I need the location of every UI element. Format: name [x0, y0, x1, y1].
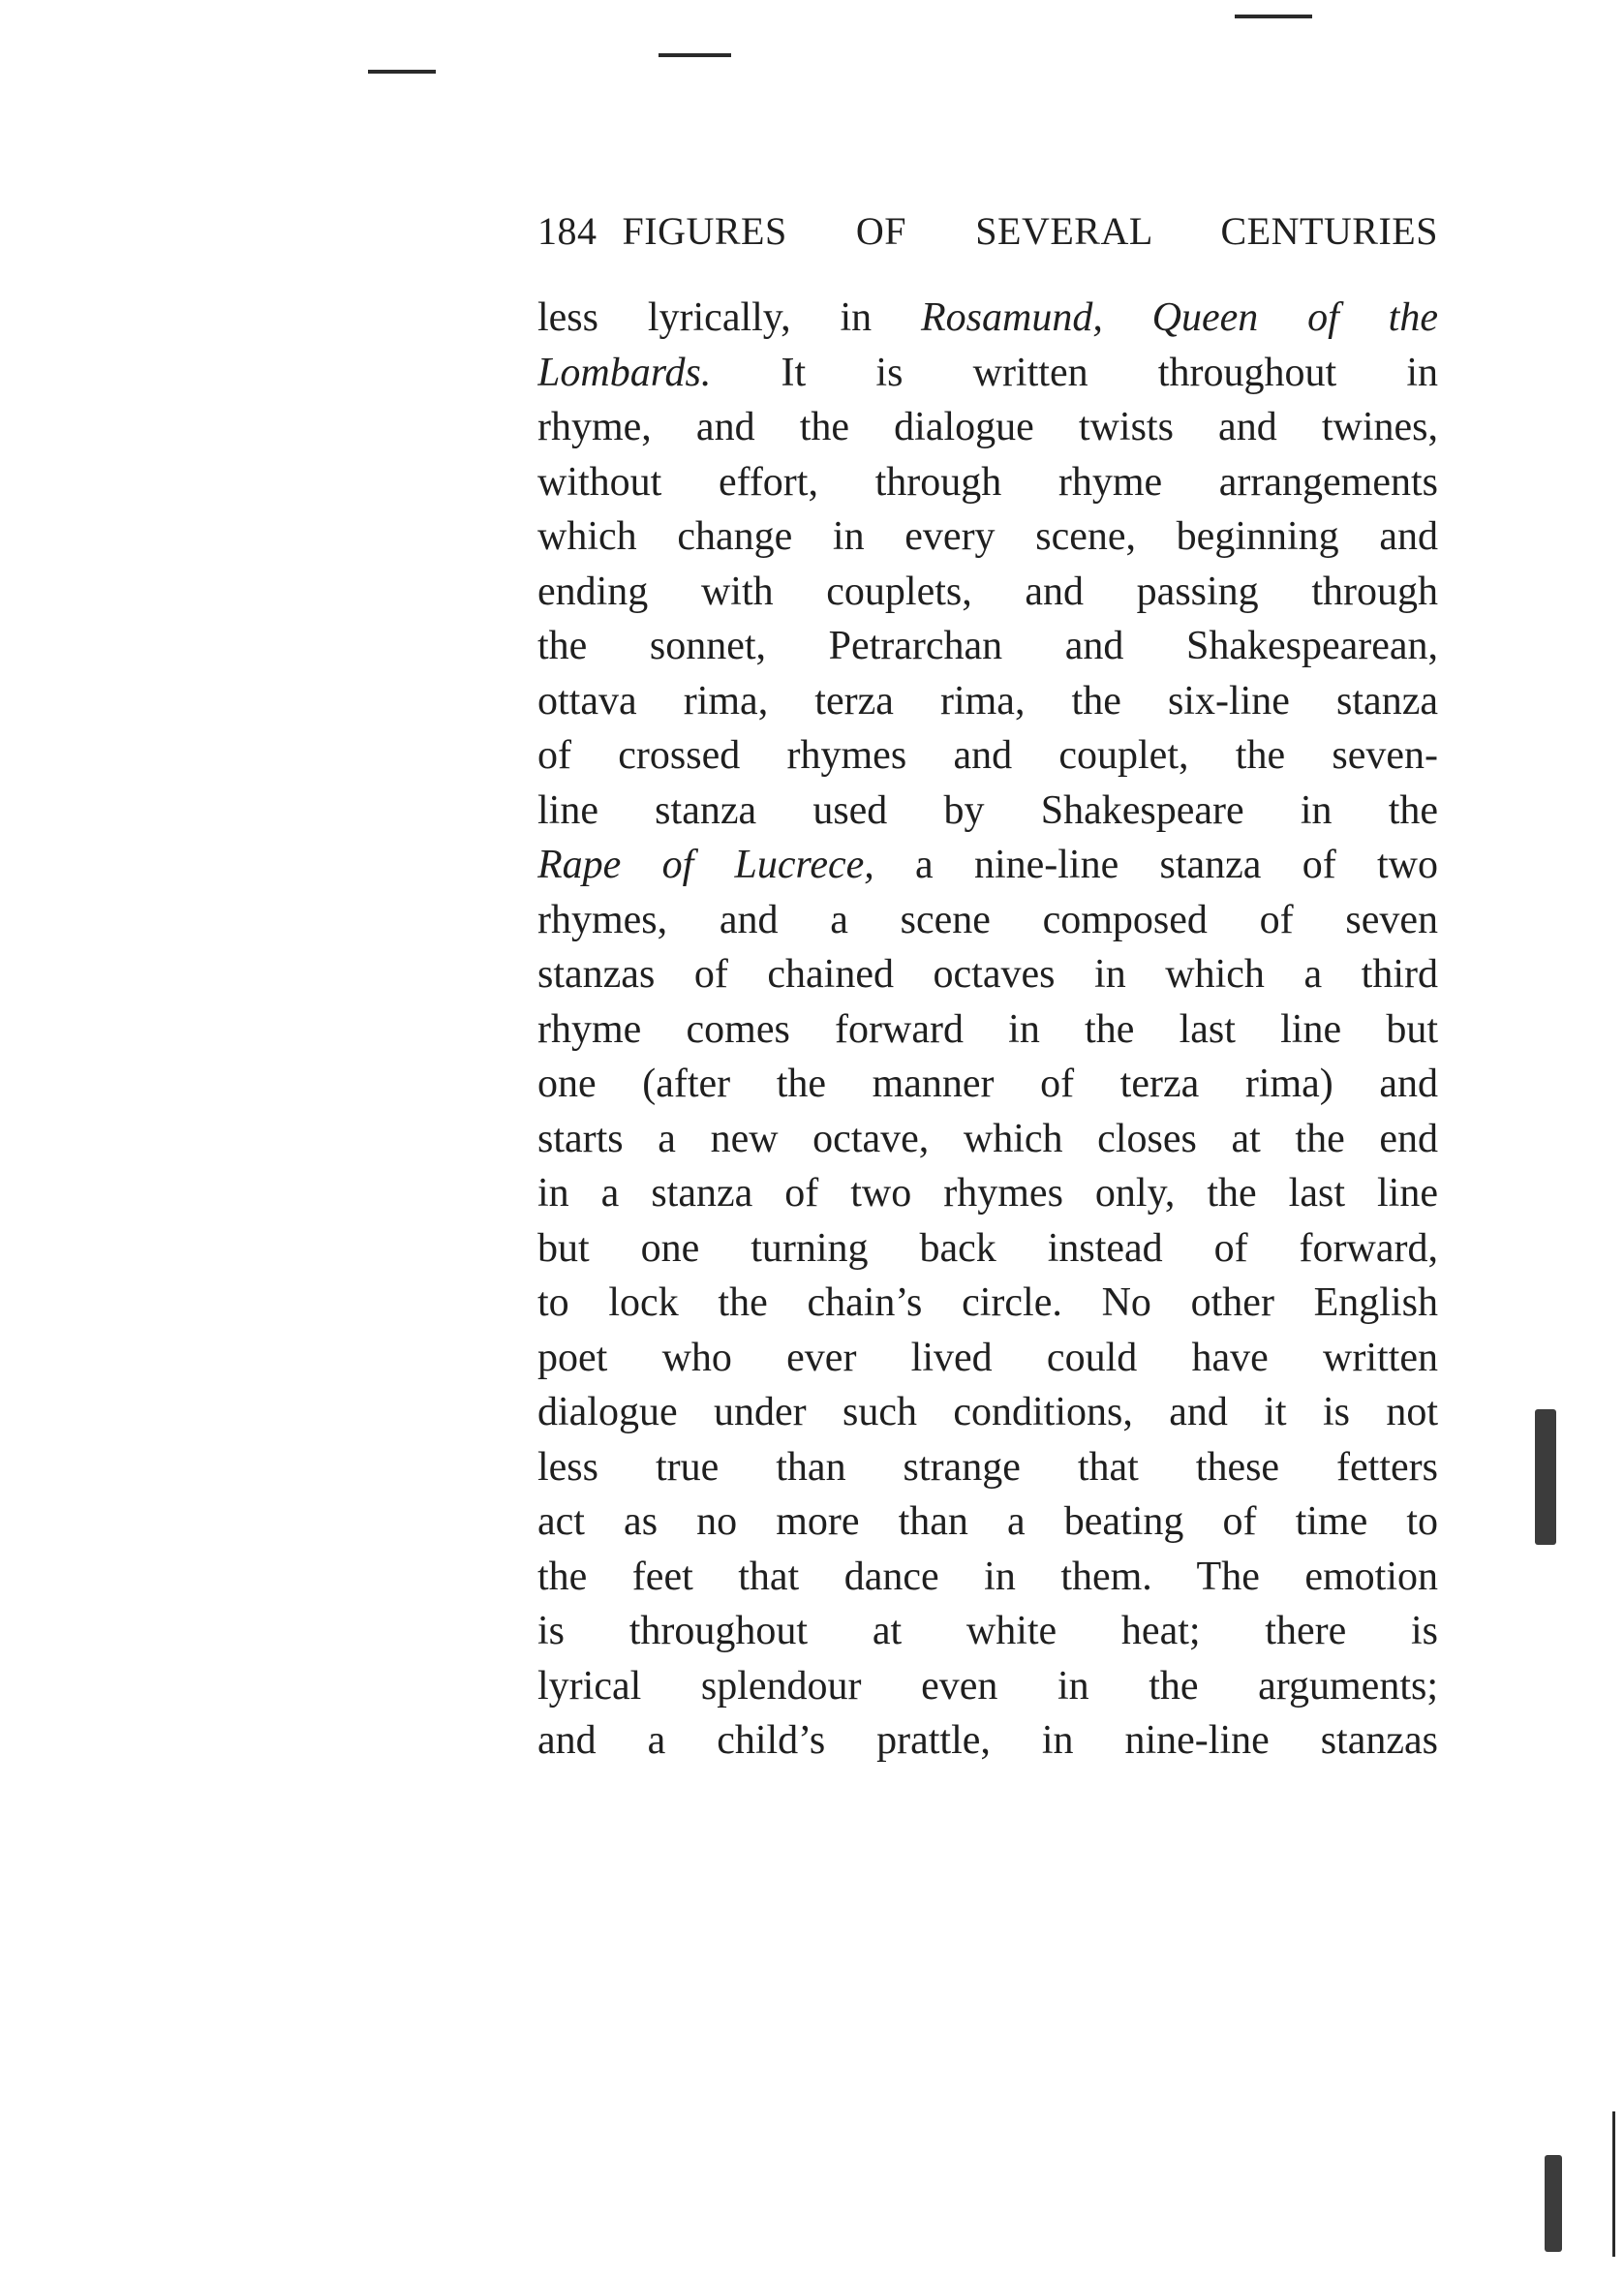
- text-line: [537, 346, 1438, 401]
- page-number: 184: [537, 209, 598, 253]
- text-line: [537, 784, 1438, 839]
- text-line: [537, 509, 1438, 565]
- text-run: less lyrically, in: [537, 295, 921, 340]
- text-run: stanzas of chained octaves in which a third: [537, 952, 1438, 997]
- italic-title: Rosamund, Queen of the: [920, 295, 1438, 340]
- running-head: [537, 208, 1438, 262]
- text-run: ending with couplets, and passing through: [537, 569, 1438, 614]
- text-line: [537, 1112, 1438, 1167]
- text-line: [537, 1494, 1438, 1550]
- text-line: [537, 838, 1438, 893]
- text-line: [537, 565, 1438, 620]
- text-line: [537, 1385, 1438, 1440]
- text-line: [537, 1221, 1438, 1277]
- running-title: FIGURES OF SEVERAL CENTURIES: [622, 209, 1438, 253]
- text-run: is throughout at white heat; there is: [537, 1609, 1438, 1653]
- text-run: but one turning back instead of forward,: [537, 1225, 1438, 1271]
- text-run: the feet that dance in them. The emotion: [537, 1554, 1438, 1599]
- text-run: a nine-line stanza of two: [873, 843, 1438, 887]
- scan-edge-mark: [1535, 1409, 1556, 1545]
- text-run: line stanza used by Shakespeare in the: [537, 787, 1438, 833]
- text-run: the sonnet, Petrarchan and Shakespearean,: [537, 624, 1438, 668]
- text-run: without effort, through rhyme arrangements: [537, 459, 1438, 505]
- text-run: to lock the chain’s circle. No other English: [537, 1280, 1438, 1325]
- text-line: [537, 1440, 1438, 1495]
- text-line: [537, 400, 1438, 455]
- italic-title: Lombards.: [537, 350, 712, 395]
- text-line: [537, 1550, 1438, 1605]
- text-line: [537, 893, 1438, 948]
- text-line: [537, 728, 1438, 784]
- text-run: It is written throughout in: [711, 350, 1438, 395]
- scan-edge-mark: [1545, 2155, 1562, 2252]
- text-run: less true than strange that these fetters: [537, 1444, 1438, 1490]
- text-line: [537, 1057, 1438, 1112]
- text-run: rhymes, and a scene composed of seven: [537, 897, 1438, 942]
- text-run: lyrical splendour even in the arguments;: [537, 1663, 1438, 1709]
- text-run: starts a new octave, which closes at the end: [537, 1116, 1438, 1161]
- text-line: [537, 1713, 1438, 1769]
- text-run: act as no more than a beating of time to: [537, 1499, 1438, 1544]
- text-run: and a child’s prattle, in nine-line stanzas: [537, 1718, 1438, 1763]
- scan-artifact: [659, 53, 731, 57]
- text-line: [537, 1002, 1438, 1058]
- text-run: rhyme comes forward in the last line but: [537, 1006, 1438, 1052]
- text-line: [537, 291, 1438, 346]
- text-run: of crossed rhymes and couplet, the seven-: [537, 733, 1438, 778]
- text-run: poet who ever lived could have written: [537, 1335, 1438, 1380]
- text-line: [537, 947, 1438, 1002]
- text-run: dialogue under such conditions, and it is not: [537, 1390, 1438, 1434]
- text-run: in a stanza of two rhymes only, the last line: [537, 1171, 1438, 1216]
- text-run: one (after the manner of terza rima) and: [537, 1062, 1438, 1106]
- text-line: [537, 455, 1438, 510]
- text-run: which change in every scene, beginning and: [537, 514, 1438, 559]
- text-line: [537, 674, 1438, 729]
- text-run: ottava rima, terza rima, the six-line stanza: [537, 678, 1438, 724]
- text-line: [537, 1331, 1438, 1386]
- text-line: [537, 1276, 1438, 1331]
- scan-artifact: [368, 70, 436, 74]
- text-line: [537, 619, 1438, 674]
- text-line: [537, 1166, 1438, 1221]
- text-run: rhyme, and the dialogue twists and twines,: [537, 405, 1438, 449]
- text-line: [537, 1659, 1438, 1714]
- text-line: [537, 1604, 1438, 1659]
- italic-title: Rape of Lucrece,: [537, 843, 874, 887]
- body-text: [537, 291, 1438, 1769]
- scan-artifact: [1612, 2111, 1615, 2257]
- scan-artifact: [1235, 15, 1312, 18]
